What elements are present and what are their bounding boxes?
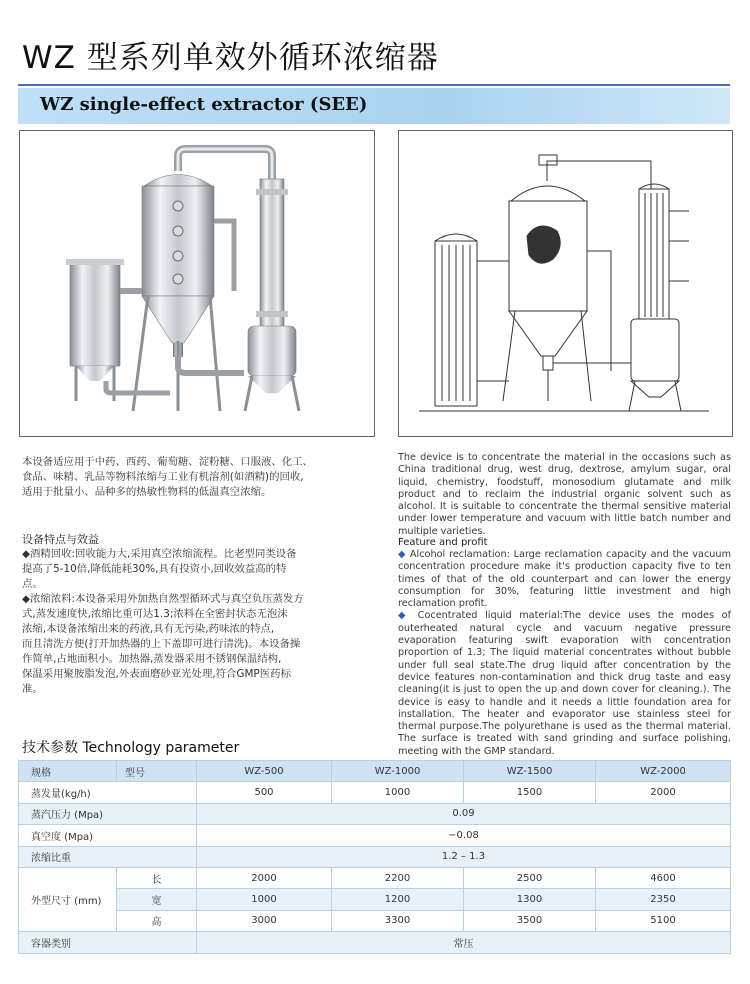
table-cell: −0.08 xyxy=(197,825,731,846)
row-label: 蒸汽压力 (Mpa) xyxy=(19,803,197,824)
table-cell: 3300 xyxy=(332,910,464,931)
header-spec: 规格 xyxy=(19,761,117,782)
product-photo xyxy=(19,130,375,437)
header-model-name: WZ-1000 xyxy=(332,761,464,782)
dim-label: 宽 xyxy=(117,889,197,910)
row-label: 蒸发量(kg/h) xyxy=(19,782,197,803)
table-cell: 0.09 xyxy=(197,803,731,824)
en-features xyxy=(398,549,731,758)
table-cell: 1200 xyxy=(332,889,464,910)
cn-feature-line: 提高了5-10倍,降低能耗30%,具有投资小,回收效益高的特 xyxy=(22,563,287,575)
en-features-title: Feature and profit xyxy=(398,537,488,548)
en-feature-text: Cocentrated liquid material:The device uses the modes of outerheated natural cycle and vacuum negative pressure evaporation featuring swift evaporation with concentration proportion of 1.3; The liquid material concentrates without bubble under full seal state.The drug liquid after concentration by the device features non-contamination and thick drug taste and easy cleaning(it is just to open the up and down cover for cleaning.). The device is easy to handle and it needs a little foundation area for installation. The heater and evaporator use stainless steel for thermal purpose.The polyurethane is used as the thermal material. The surface is treated with sand grinding and surface polishing, meeting with the GMP standard. xyxy=(398,610,731,757)
table-cell: 2350 xyxy=(596,889,731,910)
table-row xyxy=(19,910,731,931)
cn-intro-line: 适用于批量小、品种多的热敏性物料的低温真空浓缩。 xyxy=(22,486,272,498)
table-cell: 2500 xyxy=(464,867,596,888)
table-row xyxy=(19,803,731,824)
cn-intro-line: 食品、味精、乳品等物料浓缩与工业有机溶剂(如酒精)的回收, xyxy=(22,471,304,483)
en-intro xyxy=(398,452,731,538)
cn-feature-line: 点。 xyxy=(22,578,43,590)
table-cell: 1500 xyxy=(464,782,596,803)
cn-features-title: 设备特点与效益 xyxy=(22,533,99,546)
en-feature-item xyxy=(398,549,731,610)
dim-label: 高 xyxy=(117,910,197,931)
table-row xyxy=(19,782,731,803)
cn-feature-line: ◆酒精回收:回收能力大,采用真空浓缩流程。比老型同类设备 xyxy=(22,548,297,560)
cn-features xyxy=(22,547,372,697)
row-label: 真空度 (Mpa) xyxy=(19,825,197,846)
table-cell: 2000 xyxy=(596,782,731,803)
header-model-name: WZ-2000 xyxy=(596,761,731,782)
table-row xyxy=(19,846,731,867)
subtitle-banner-text: WZ single-effect extractor (SEE) xyxy=(40,94,368,115)
cn-feature-line: 式,蒸发速度快,浓缩比重可达1.3;浓料在全密封状态无泡沫 xyxy=(22,608,288,620)
table-cell: 1.2 – 1.3 xyxy=(197,846,731,867)
table-cell: 常压 xyxy=(197,932,731,953)
evaporator-photo-illustration xyxy=(20,131,374,436)
diamond-bullet-icon: ◆ xyxy=(398,610,411,622)
row-label: 外型尺寸 (mm) xyxy=(19,867,117,931)
table-row xyxy=(19,889,731,910)
dim-label: 长 xyxy=(117,867,197,888)
cn-feature-line: 保温采用聚胺脂发泡,外表面磨砂亚光处理,符合GMP医药标 xyxy=(22,668,291,680)
header-model: 型号 xyxy=(117,761,197,782)
cn-intro xyxy=(22,455,372,500)
header-model-name: WZ-1500 xyxy=(464,761,596,782)
table-row xyxy=(19,867,731,888)
technical-drawing xyxy=(398,130,733,437)
en-feature-item xyxy=(398,610,731,758)
table-header-row xyxy=(19,761,731,782)
tech-title: 技术参数 Technology parameter xyxy=(22,740,240,756)
table-cell: 5100 xyxy=(596,910,731,931)
table-cell: 1000 xyxy=(332,782,464,803)
row-label: 容器类别 xyxy=(19,932,197,953)
cn-intro-line: 本设备适应用于中药、西药、葡萄糖、淀粉糖、口服液、化工、 xyxy=(22,456,313,468)
row-label: 浓缩比重 xyxy=(19,846,197,867)
cn-feature-line: ◆浓缩浓料:本设备采用外加热自然型循环式与真空负压蒸发方 xyxy=(22,593,304,605)
table-cell: 3000 xyxy=(197,910,332,931)
cn-feature-line: 而且清洗方便(打开加热器的上下盖即可进行清洗)。本设备操 xyxy=(22,638,301,650)
diamond-bullet-icon: ◆ xyxy=(398,549,407,560)
table-cell: 1000 xyxy=(197,889,332,910)
table-row xyxy=(19,932,731,953)
table-cell: 4600 xyxy=(596,867,731,888)
page-title: WZ 型系列单效外循环浓缩器 xyxy=(22,40,439,76)
table-cell: 2000 xyxy=(197,867,332,888)
cn-feature-line: 作简单,占地面积小。加热器,蒸发器采用不锈钢保温结构, xyxy=(22,653,282,665)
table-cell: 3500 xyxy=(464,910,596,931)
table-row xyxy=(19,825,731,846)
cn-feature-line: 浓缩,本设备浓缩出来的药液,具有无污染,药味浓的特点, xyxy=(22,623,275,635)
table-cell: 500 xyxy=(197,782,332,803)
table-cell: 2200 xyxy=(332,867,464,888)
evaporator-line-drawing xyxy=(399,131,732,436)
spec-table xyxy=(18,760,731,954)
table-cell: 1300 xyxy=(464,889,596,910)
en-feature-text: Alcohol reclamation: Large reclamation capacity and the vacuum concentration procedure make it's production capacity five to ten times of that of the old counterpart and can lower the energy consumption for 30%, featuring little investment and high reclamation profit. xyxy=(398,549,732,610)
cn-feature-line: 准。 xyxy=(22,683,43,695)
en-intro-text: The device is to concentrate the material in the occasions such as China traditional drug, west drug, dextrose, amylum sugar, oral liquid, chemistry, foodstuff, monosodium glutamate and milk product and to reclaim the industrial organic solvent such as alcohol. It is suitable to concentrate the thermal sensitive material under lower temperature and vacuum with little batch number and multiple varieties. xyxy=(398,452,731,537)
header-model-name: WZ-500 xyxy=(197,761,332,782)
title-divider xyxy=(18,84,730,86)
